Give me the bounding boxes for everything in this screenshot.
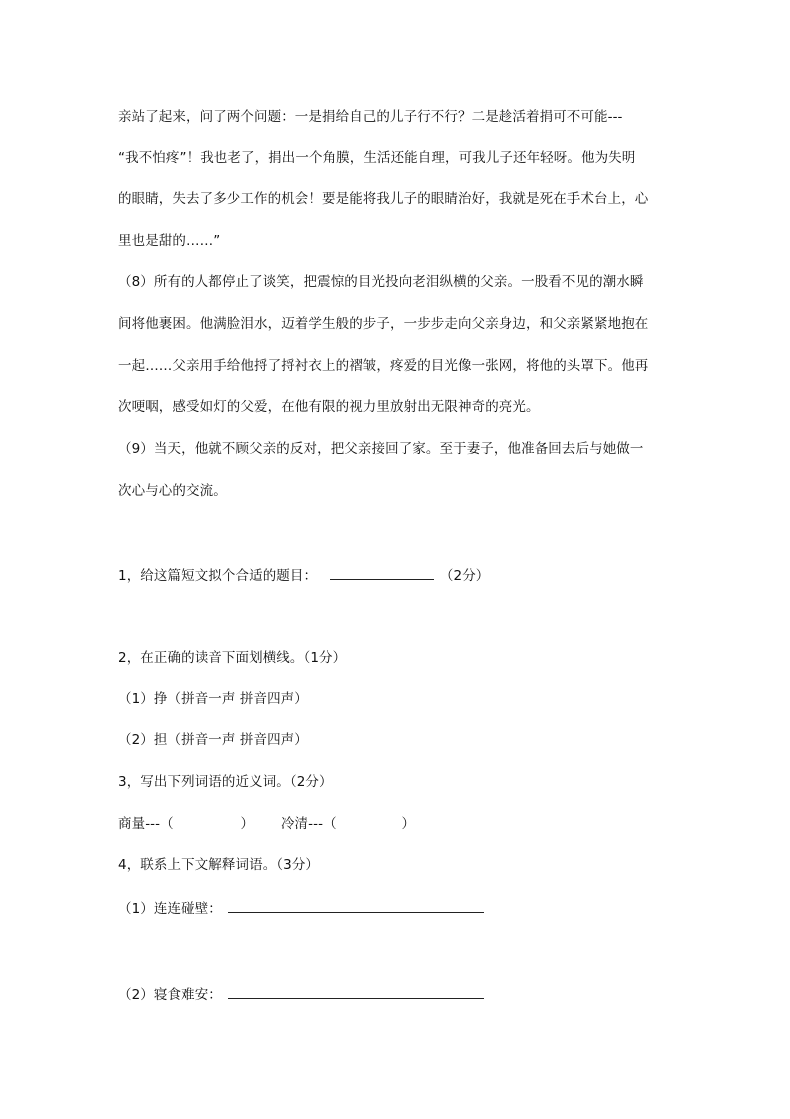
synonym-2-close: ） (401, 816, 416, 832)
question-2: 2，在正确的读音下面划横线。（1分） (118, 650, 347, 666)
explanation-1-blank[interactable] (228, 898, 484, 913)
passage-line: 间将他裹困。他满脸泪水，迈着学生般的步子，一步步走向父亲身边，和父亲紧紧地抱在 (118, 316, 649, 332)
title-answer-blank[interactable] (330, 565, 434, 580)
question-4-item-2 (118, 984, 486, 1004)
question-4-item-1 (118, 898, 486, 918)
passage-line: 一起……父亲用手给他捋了捋衬衣上的褶皱，疼爱的目光像一张网，将他的头罩下。他再 (118, 358, 649, 374)
question-4-item-1-label: （1）连连碰壁： (118, 901, 222, 917)
passage-line: “我不怕疼”！我也老了，捐出一个角膜，生活还能自理，可我儿子还年轻呀。他为失明 (118, 150, 636, 166)
synonym-1-close: ） (240, 816, 255, 832)
synonym-2-label: 冷清---（ (280, 816, 337, 832)
question-3-items (118, 815, 415, 833)
question-2-item-2[interactable]: （2）担（拼音一声 拼音四声） (118, 732, 308, 748)
synonym-1-label: 商量---（ (118, 816, 174, 832)
passage-line: （9）当天，他就不顾父亲的反对，把父亲接回了家。至于妻子，他准备回去后与她做一 (118, 441, 644, 457)
passage-line: 亲站了起来，问了两个问题：一是捐给自己的儿子行不行？二是趁活着捐可不可能--- (118, 109, 623, 125)
passage-line: 次哽咽，感受如灯的父爱，在他有限的视力里放射出无限神奇的亮光。 (118, 399, 540, 415)
question-1-text: 1，给这篇短文拟个合适的题目： (118, 568, 318, 584)
question-2-item-1[interactable]: （1）挣（拼音一声 拼音四声） (118, 691, 308, 707)
explanation-2-blank[interactable] (228, 984, 484, 999)
question-1-points: （2分） (439, 568, 490, 584)
passage-line: 里也是甜的……” (118, 233, 221, 249)
question-3: 3，写出下列词语的近义词。（2分） (118, 774, 333, 790)
passage-line: （8）所有的人都停止了谈笑，把震惊的目光投向老泪纵横的父亲。一股看不见的潮水瞬 (118, 274, 644, 290)
question-1 (118, 565, 489, 585)
question-4: 4，联系上下文解释词语。（3分） (118, 857, 320, 873)
question-4-item-2-label: （2）寝食难安： (118, 987, 222, 1003)
passage-line: 的眼睛，失去了多少工作的机会！要是能将我儿子的眼睛治好，我就是死在手术台上，心 (118, 191, 649, 207)
passage-line: 次心与心的交流。 (118, 483, 227, 499)
